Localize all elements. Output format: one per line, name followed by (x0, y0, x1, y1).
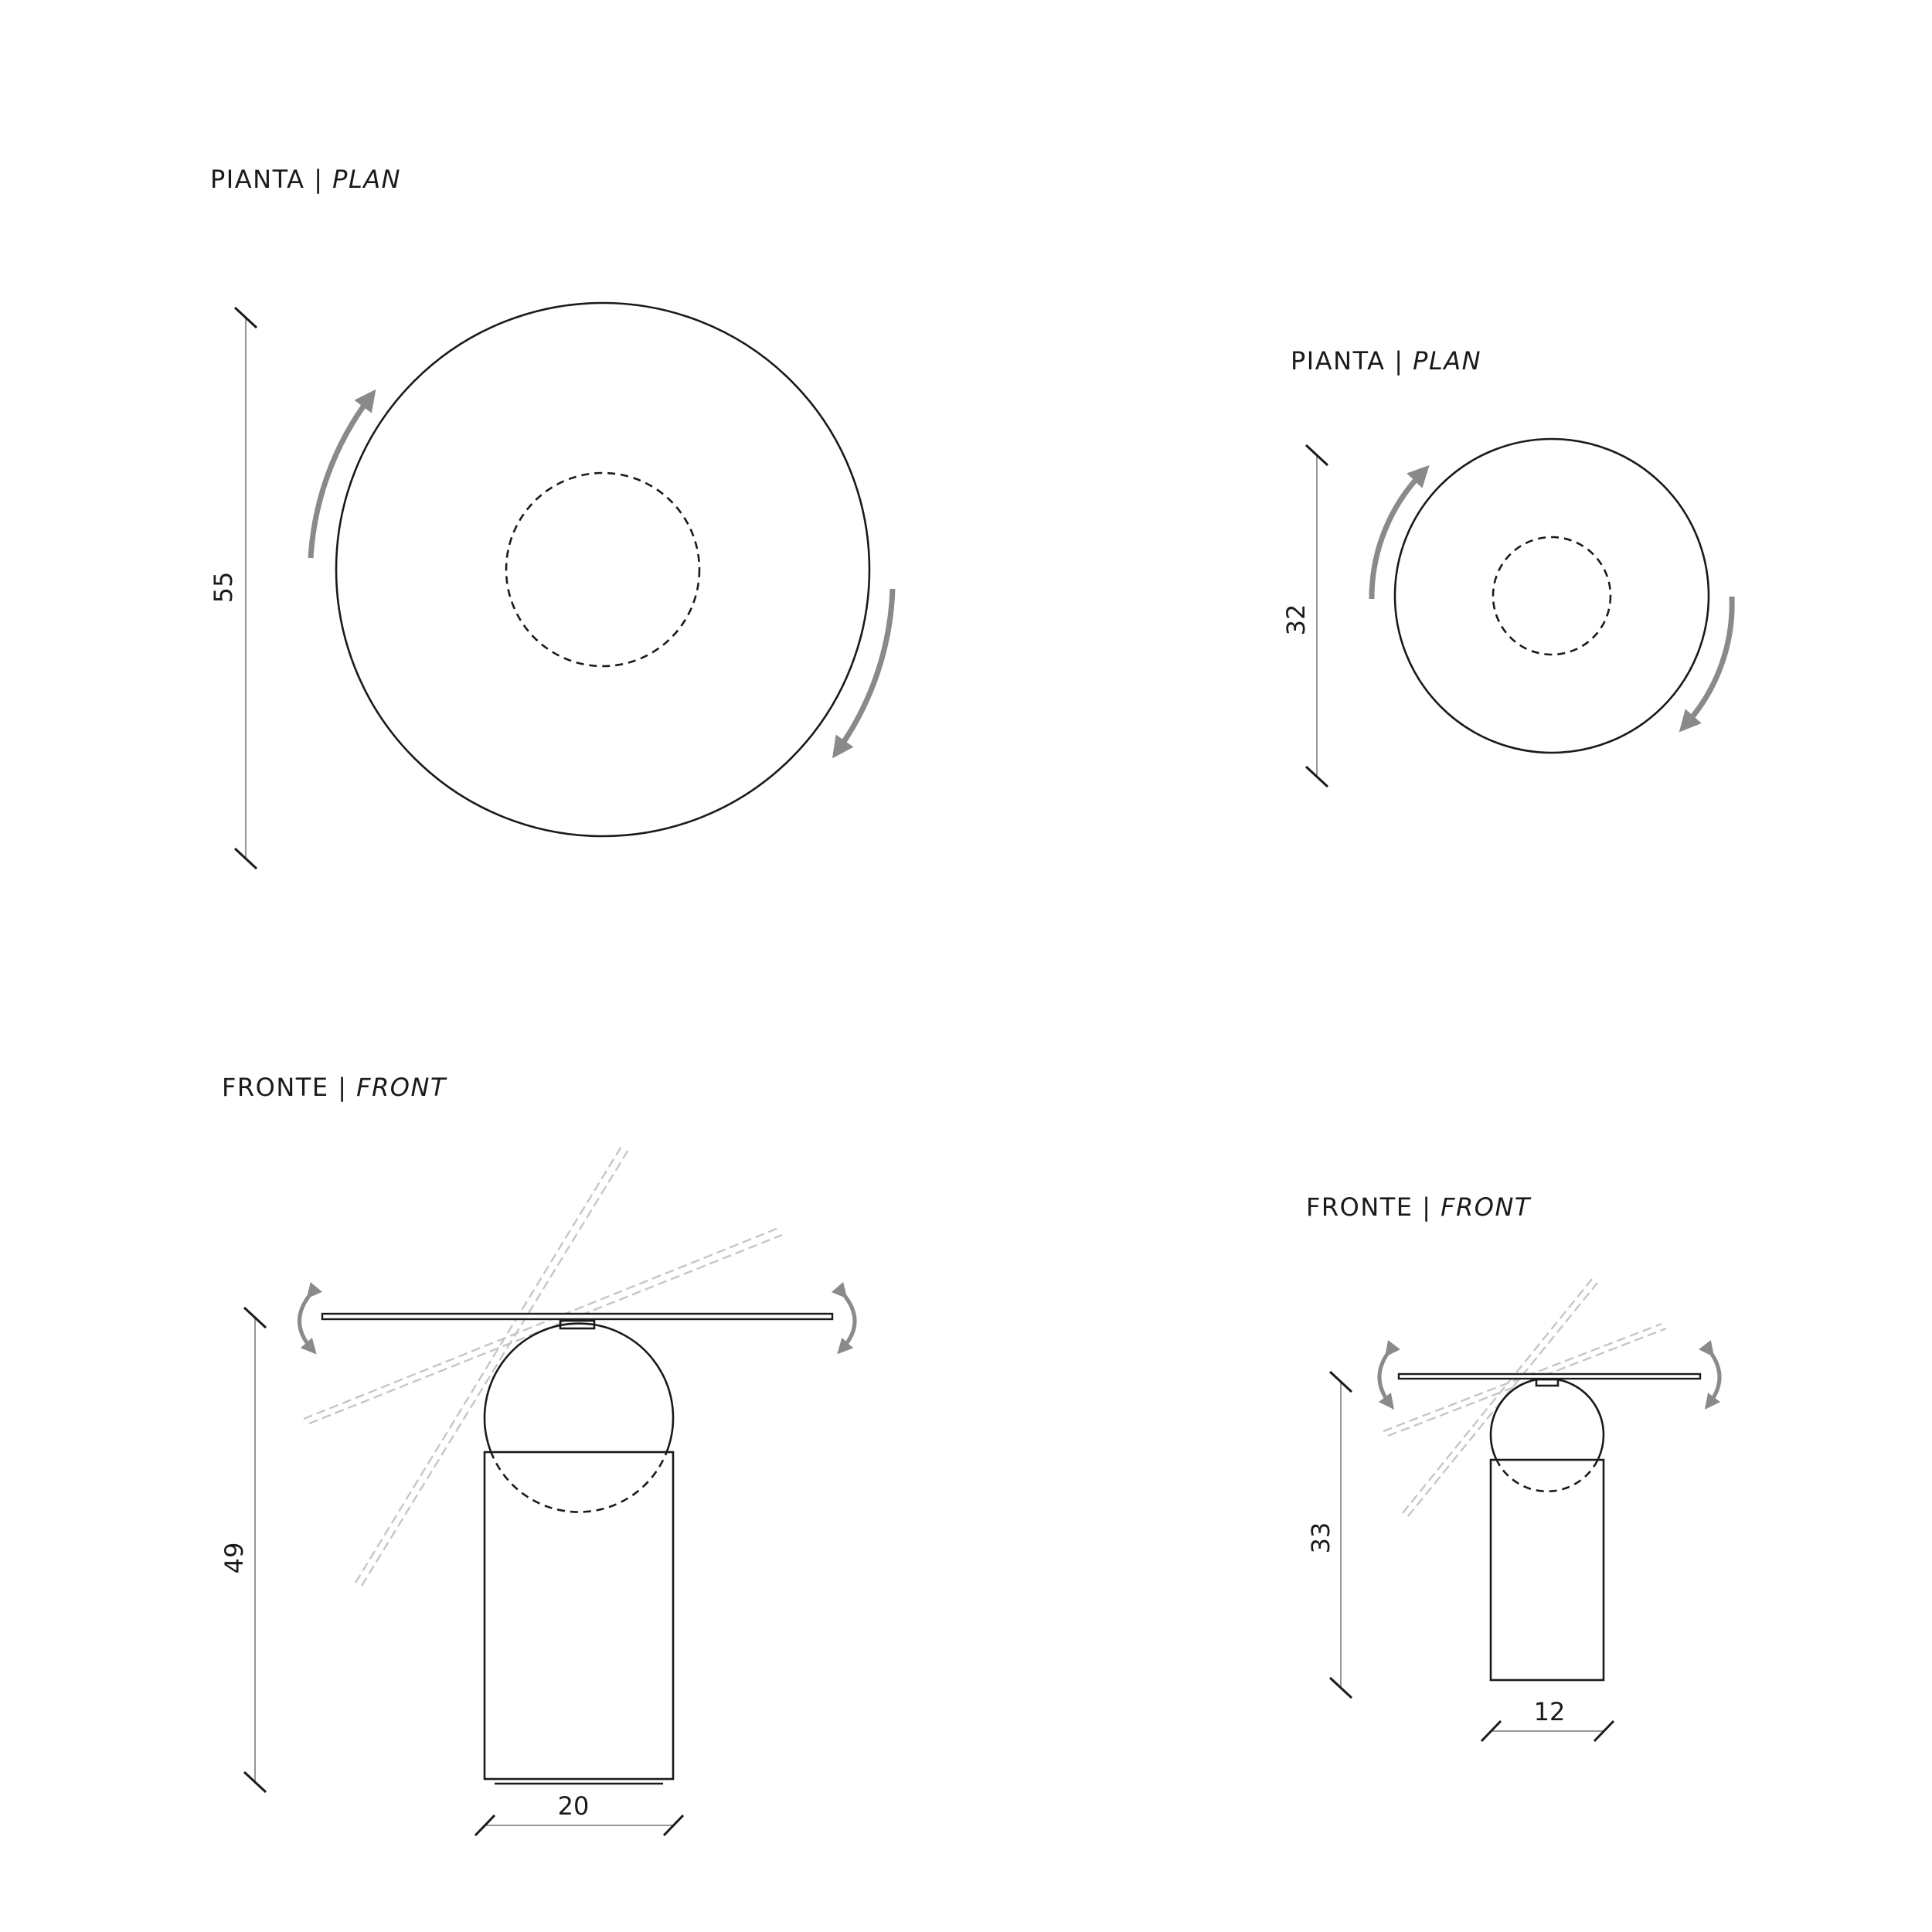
large-front-base-cylinder (485, 1452, 673, 1779)
small-front-title: FRONTE | FRONT (1306, 1192, 1531, 1222)
small-plan-tabletop-circle (1395, 439, 1709, 753)
small-plan-dimension-label: 32 (1281, 604, 1311, 636)
large-front-height-label: 49 (219, 1542, 249, 1574)
rotate-arrow-icon (1372, 473, 1422, 599)
small-plan-view (1281, 346, 1732, 787)
large-front-tabletop (322, 1314, 832, 1319)
small-plan-title: PIANTA | PLAN (1291, 346, 1482, 376)
large-front-sphere (485, 1324, 673, 1451)
large-plan-base-hidden-circle (506, 473, 699, 666)
tilted-top-ghost-line (355, 1145, 622, 1583)
large-front-view (219, 1073, 855, 1835)
large-plan-dimension-label: 55 (209, 571, 238, 604)
tilted-top-ghost-line (362, 1150, 628, 1586)
rotate-arrow-icon (1686, 597, 1732, 724)
small-front-height-label: 33 (1306, 1522, 1335, 1554)
tilted-top-ghost-line (304, 1229, 777, 1419)
large-plan-tabletop-circle (336, 303, 869, 836)
tilt-arrow-icon (300, 1293, 312, 1349)
small-front-tabletop (1399, 1374, 1700, 1379)
large-plan-view (209, 165, 893, 869)
tilt-arrow-icon (842, 1293, 855, 1349)
rotate-arrow-icon (311, 398, 369, 558)
small-front-sphere-hidden-part (1496, 1459, 1598, 1492)
tilt-arrow-icon (1379, 1351, 1389, 1403)
large-plan-title: PIANTA | PLAN (210, 165, 402, 194)
small-front-connector (1536, 1379, 1558, 1386)
large-front-sphere-hidden-part (491, 1451, 667, 1512)
small-front-width-label: 12 (1533, 1697, 1566, 1726)
small-plan-base-hidden-circle (1493, 537, 1611, 655)
small-front-view (1306, 1192, 1719, 1741)
large-front-title: FRONTE | FRONT (222, 1073, 447, 1102)
large-front-width-label: 20 (557, 1791, 590, 1821)
tilt-arrow-icon (1709, 1351, 1719, 1403)
tilted-top-ghost-line (1403, 1279, 1592, 1513)
small-front-base-cylinder (1491, 1460, 1604, 1680)
